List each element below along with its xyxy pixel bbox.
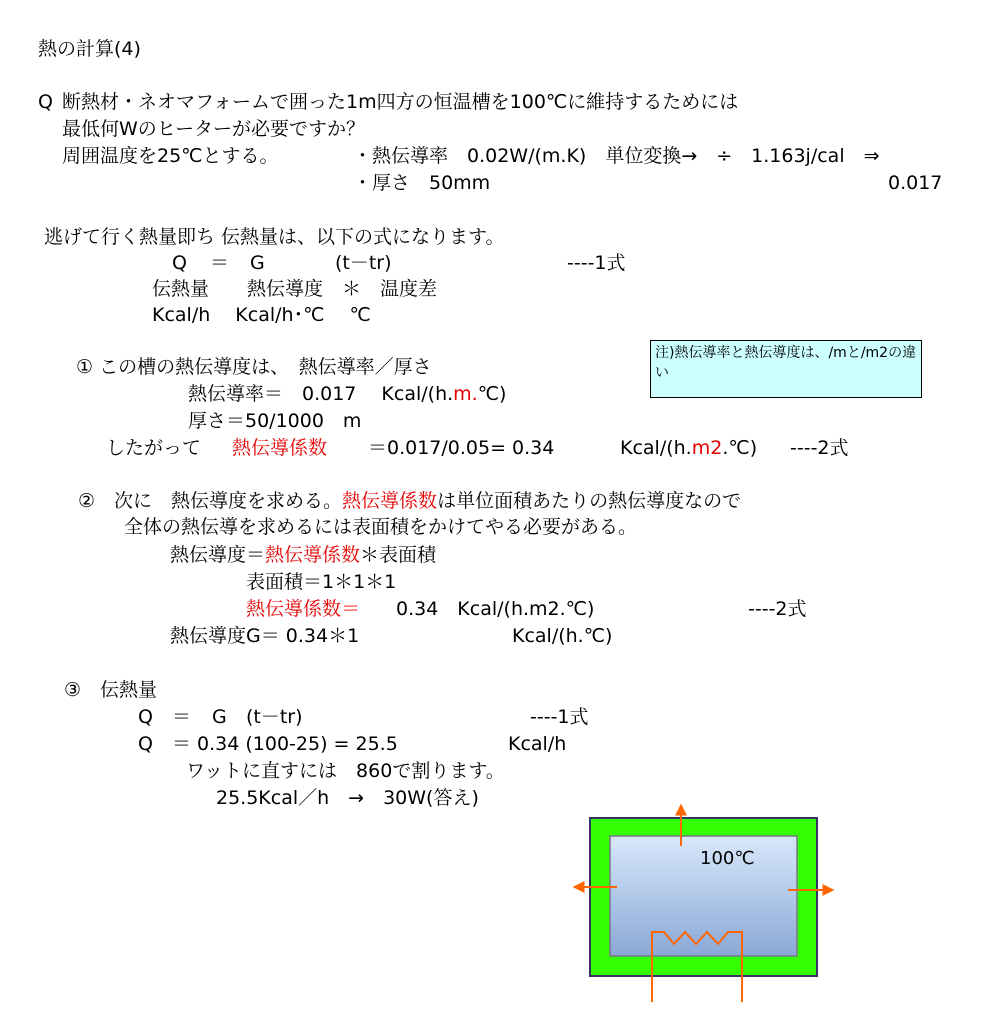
- step3-heading: ③ 伝熱量: [64, 679, 158, 701]
- diagram-temperature: 100℃: [700, 848, 755, 869]
- step1-tag-2: ----2式: [790, 437, 849, 459]
- note-box: 注)熱伝導率と熱伝導度は、/mと/m2の違い: [650, 340, 922, 398]
- step2-g-formula: 熱伝導度G＝ 0.34＊1: [170, 625, 360, 647]
- step1-coef-unit-suffix: .℃): [722, 437, 758, 459]
- step1-coef-calc: ＝0.017/0.05= 0.34: [368, 437, 555, 459]
- step2-tag-2: ----2式: [748, 598, 807, 620]
- step3-f2-q: Q: [138, 733, 153, 755]
- step1-heading: ① この槽の熱伝導度は、 熱伝導率／厚さ: [76, 356, 432, 378]
- step2-formula-prefix: 熱伝導度＝: [170, 544, 266, 566]
- page-title: 熱の計算(4): [38, 38, 141, 60]
- step2-line-2: 全体の熱伝導を求めるには表面積をかけてやる必要がある。: [124, 516, 638, 538]
- question-mark: Q: [38, 91, 53, 113]
- question-line-2: 最低何Wのヒーターが必要ですか？: [62, 118, 366, 140]
- step3-f2-calc: ＝ 0.34 (100-25) = 25.5: [172, 733, 398, 755]
- formula-temp-diff: (t－tr): [335, 252, 392, 274]
- formula-labels: 伝熱量 熱伝導度 ＊ 温度差: [152, 278, 438, 300]
- param-thickness: ・厚さ 50mm: [353, 172, 491, 194]
- step2-area: 表面積＝1＊1＊1: [246, 571, 397, 593]
- formula-equals: ＝: [210, 252, 230, 274]
- param-conductivity: ・熱伝導率 0.02W/(m.K) 単位変換→ ÷ 1.163j/cal ⇒: [353, 145, 880, 167]
- question-line-1: 断熱材・ネオマフォームで囲った1m四方の恒温槽を100℃に維持するためには: [62, 91, 739, 113]
- step3-f1-temp: (t－tr): [246, 706, 303, 728]
- step1-coef-unit-prefix: Kcal/(h.: [620, 437, 692, 459]
- step3-f1-equals: ＝: [172, 706, 192, 728]
- step1-conductivity-red: m.: [453, 383, 478, 405]
- step2-coef-label: 熱伝導係数＝: [246, 598, 361, 620]
- step2-formula-suffix: ＊表面積: [360, 544, 437, 566]
- step2-line-1-red: 熱伝導係数: [342, 490, 438, 512]
- formula-tag-1: ----1式: [567, 252, 626, 274]
- formula-q: Q: [172, 252, 187, 274]
- step1-therefore: したがって: [106, 437, 202, 459]
- step3-f1-g: G: [212, 706, 227, 728]
- step3-f1-q: Q: [138, 706, 153, 728]
- step2-coef-value: 0.34 Kcal/(h.m2.℃): [396, 598, 595, 620]
- step2-formula-red: 熱伝導係数: [265, 544, 361, 566]
- step3-answer: 25.5Kcal／h → 30W(答え): [216, 787, 479, 809]
- converted-value: 0.017: [888, 172, 943, 194]
- step3-watt-line: ワットに直すには 860で割ります。: [186, 760, 505, 782]
- step1-conductivity-prefix: 熱伝導率＝ 0.017 Kcal/(h.: [188, 383, 454, 405]
- formula-units: Kcal/h Kcal/h･℃ ℃: [152, 304, 371, 326]
- step2-line-1-suffix: は単位面積あたりの熱伝導度なので: [437, 490, 742, 512]
- intro-text: 逃げて行く熱量即ち 伝熱量は、以下の式になります。: [44, 226, 505, 248]
- step3-f1-tag: ----1式: [530, 706, 589, 728]
- step1-coef-label: 熱伝導係数: [232, 437, 328, 459]
- step2-g-unit: Kcal/(h.℃): [512, 625, 613, 647]
- question-line-3: 周囲温度を25℃とする。: [62, 145, 279, 167]
- step1-conductivity-suffix: ℃): [477, 383, 507, 405]
- step3-f2-unit: Kcal/h: [508, 733, 567, 755]
- step1-thickness: 厚さ＝50/1000 m: [188, 410, 362, 432]
- formula-g: G: [250, 252, 265, 274]
- step1-coef-unit-red: m2: [691, 437, 723, 459]
- step2-line-1-prefix: ② 次に 熱伝導度を求める。: [78, 490, 343, 512]
